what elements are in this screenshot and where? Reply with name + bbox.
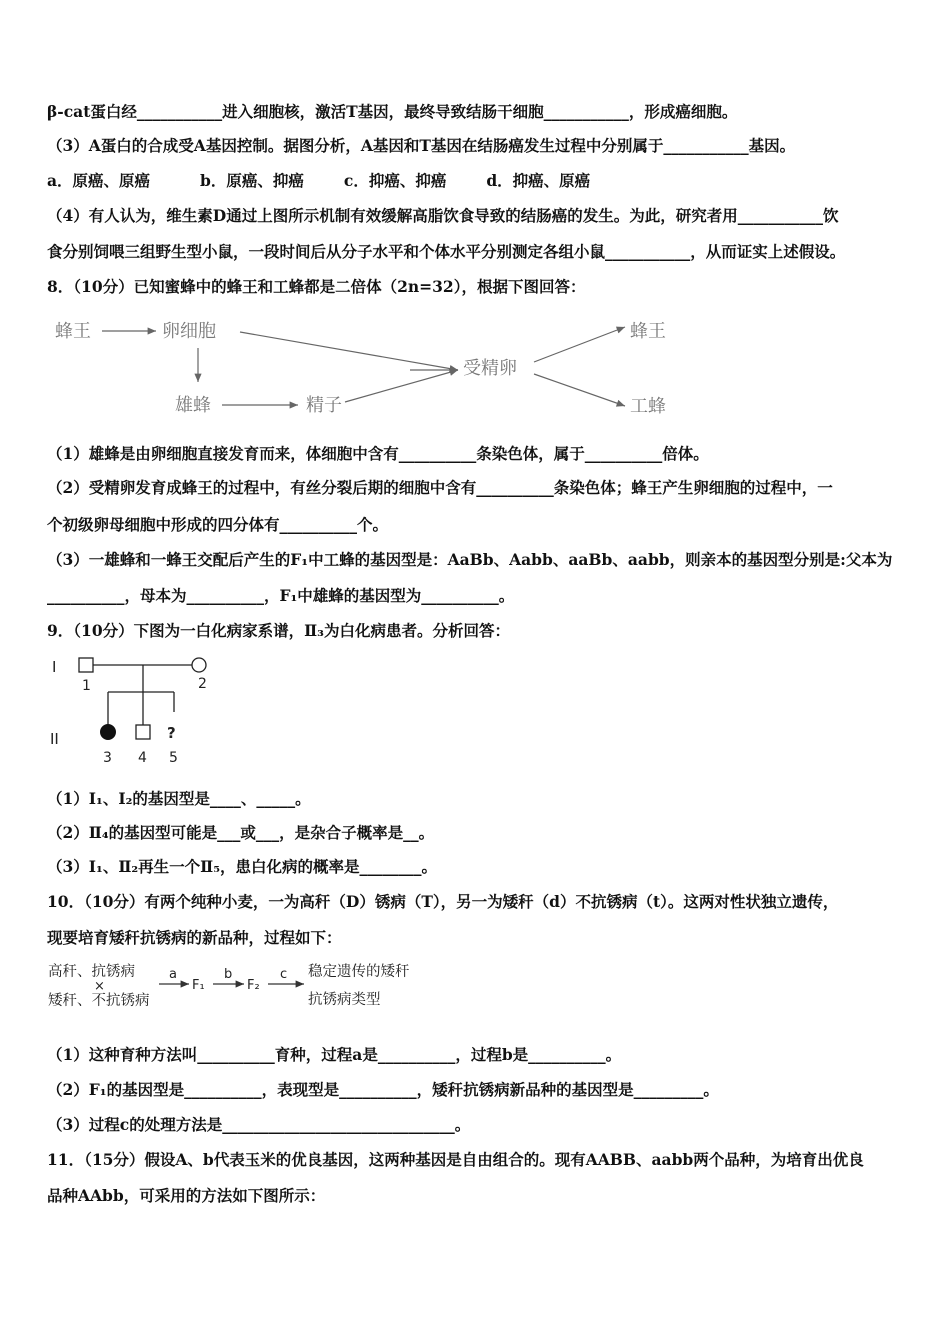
text-line: 食分别饲喂三组野生型小鼠，一段时间后从分子水平和个体水平分别测定各组小鼠___________，从而证实上述假设。 — [47, 242, 846, 261]
f1-label: F₁ — [192, 978, 205, 993]
question-10-2: （2）F₁的基因型是__________，表现型是__________，矮秆抗锈病新品种的基因型是_________。 — [47, 1080, 719, 1099]
question-7-3-options — [47, 170, 590, 192]
option-a: a．原癌、原癌 — [47, 171, 151, 190]
individual-ii5-unknown: ? — [167, 724, 176, 742]
breeding-diagram — [46, 958, 446, 1014]
parent-tall-resistant: 高秆、抗锈病 — [48, 964, 135, 980]
question-8-2: （2）受精卵发育成蜂王的过程中，有丝分裂后期的细胞中含有__________条染色体；蜂王产生卵细胞的过程中，一 — [47, 478, 833, 497]
generation-2-label: II — [50, 730, 59, 748]
individual-2-number: 2 — [198, 676, 207, 692]
individual-ii4-male — [136, 725, 150, 739]
bee-worker-label: 工蜂 — [630, 396, 666, 417]
question-9: 9．（10分）下图为一白化病家系谱，Ⅱ₃为白化病患者。分析回答： — [47, 621, 510, 640]
bee-drone-label: 雄蜂 — [175, 395, 211, 416]
cross-symbol: × — [94, 979, 105, 994]
question-9-1: （1）Ⅰ₁、Ⅰ₂的基因型是____、_____。 — [47, 789, 311, 808]
bee-sperm-label: 精子 — [306, 395, 342, 416]
individual-i2-female — [192, 658, 206, 672]
individual-3-number: 3 — [103, 750, 112, 766]
question-8-3: （3）一雄蜂和一蜂王交配后产生的F₁中工蜂的基因型是：AaBb、Aabb、aaBb、aabb，则亲本的基因型分别是:父本为 — [47, 550, 893, 569]
individual-i1-male — [79, 658, 93, 672]
text-line: 品种AAbb，可采用的方法如下图所示： — [47, 1186, 326, 1205]
process-a-label: a — [169, 967, 177, 982]
individual-4-number: 4 — [138, 750, 147, 766]
question-10-1: （1）这种育种方法叫__________育种，过程a是__________，过程b是__________。 — [47, 1045, 622, 1064]
process-b-label: b — [224, 967, 233, 982]
option-d: d．抑癌、原癌 — [486, 171, 591, 190]
question-10: 10．（10分）有两个纯种小麦，一为高秆（D）锈病（T），另一为矮秆（d）不抗锈病（t）。这两对性状独立遗传， — [47, 892, 839, 911]
parent-dwarf-susceptible: 矮秆、不抗锈病 — [48, 993, 150, 1009]
bee-zygote-label: 受精卵 — [463, 358, 517, 379]
generation-1-label: I — [52, 658, 57, 676]
bee-egg-label: 卵细胞 — [162, 321, 216, 342]
bee-queen-label: 蜂王 — [55, 321, 91, 342]
process-c-label: c — [280, 967, 288, 982]
option-b: b．原癌、抑癌 — [200, 171, 304, 190]
text-line: 个初级卵母细胞中形成的四分体有__________个。 — [47, 515, 389, 534]
bee-diagram — [50, 312, 690, 424]
bee-queen-offspring-label: 蜂王 — [630, 321, 666, 342]
individual-ii3-affected-female — [101, 725, 116, 740]
option-c: c．抑癌、抑癌 — [343, 171, 447, 190]
result-line-2: 抗锈病类型 — [308, 992, 381, 1008]
text-line: __________，母本为__________，F₁中雄蜂的基因型为__________。 — [47, 586, 515, 605]
question-7-4: （4）有人认为，维生素D通过上图所示机制有效缓解高脂饮食导致的结肠癌的发生。为此，研究者用___________饮 — [47, 206, 839, 225]
question-8-1: （1）雄蜂是由卵细胞直接发育而来，体细胞中含有__________条染色体，属于__________倍体。 — [47, 444, 709, 463]
question-11: 11．（15分）假设A、b代表玉米的优良基因，这两种基因是自由组合的。现有AABB、aabb两个品种，为培育出优良 — [47, 1150, 864, 1169]
question-7-3: （3）A蛋白的合成受A基因控制。据图分析，A基因和T基因在结肠癌发生过程中分别属于___________基因。 — [47, 136, 796, 155]
individual-1-number: 1 — [82, 678, 91, 694]
question-10-3: （3）过程c的处理方法是______________________________。 — [47, 1115, 471, 1134]
question-9-2: （2）Ⅱ₄的基因型可能是___或___，是杂合子概率是__。 — [47, 823, 435, 842]
individual-5-number: 5 — [169, 750, 178, 766]
pedigree-chart — [46, 652, 236, 770]
f2-label: F₂ — [247, 978, 260, 993]
text-line: 现要培育矮秆抗锈病的新品种，过程如下： — [47, 928, 342, 947]
question-8: 8．（10分）已知蜜蜂中的蜂王和工蜂都是二倍体（2n=32），根据下图回答： — [47, 277, 586, 296]
result-line-1: 稳定遗传的矮秆 — [308, 964, 410, 980]
text-line: β-cat蛋白经___________进入细胞核，激活T基因，最终导致结肠干细胞___________，形成癌细胞。 — [47, 102, 738, 121]
question-9-3: （3）Ⅰ₁、Ⅱ₂再生一个Ⅱ₅，患白化病的概率是________。 — [47, 857, 438, 876]
